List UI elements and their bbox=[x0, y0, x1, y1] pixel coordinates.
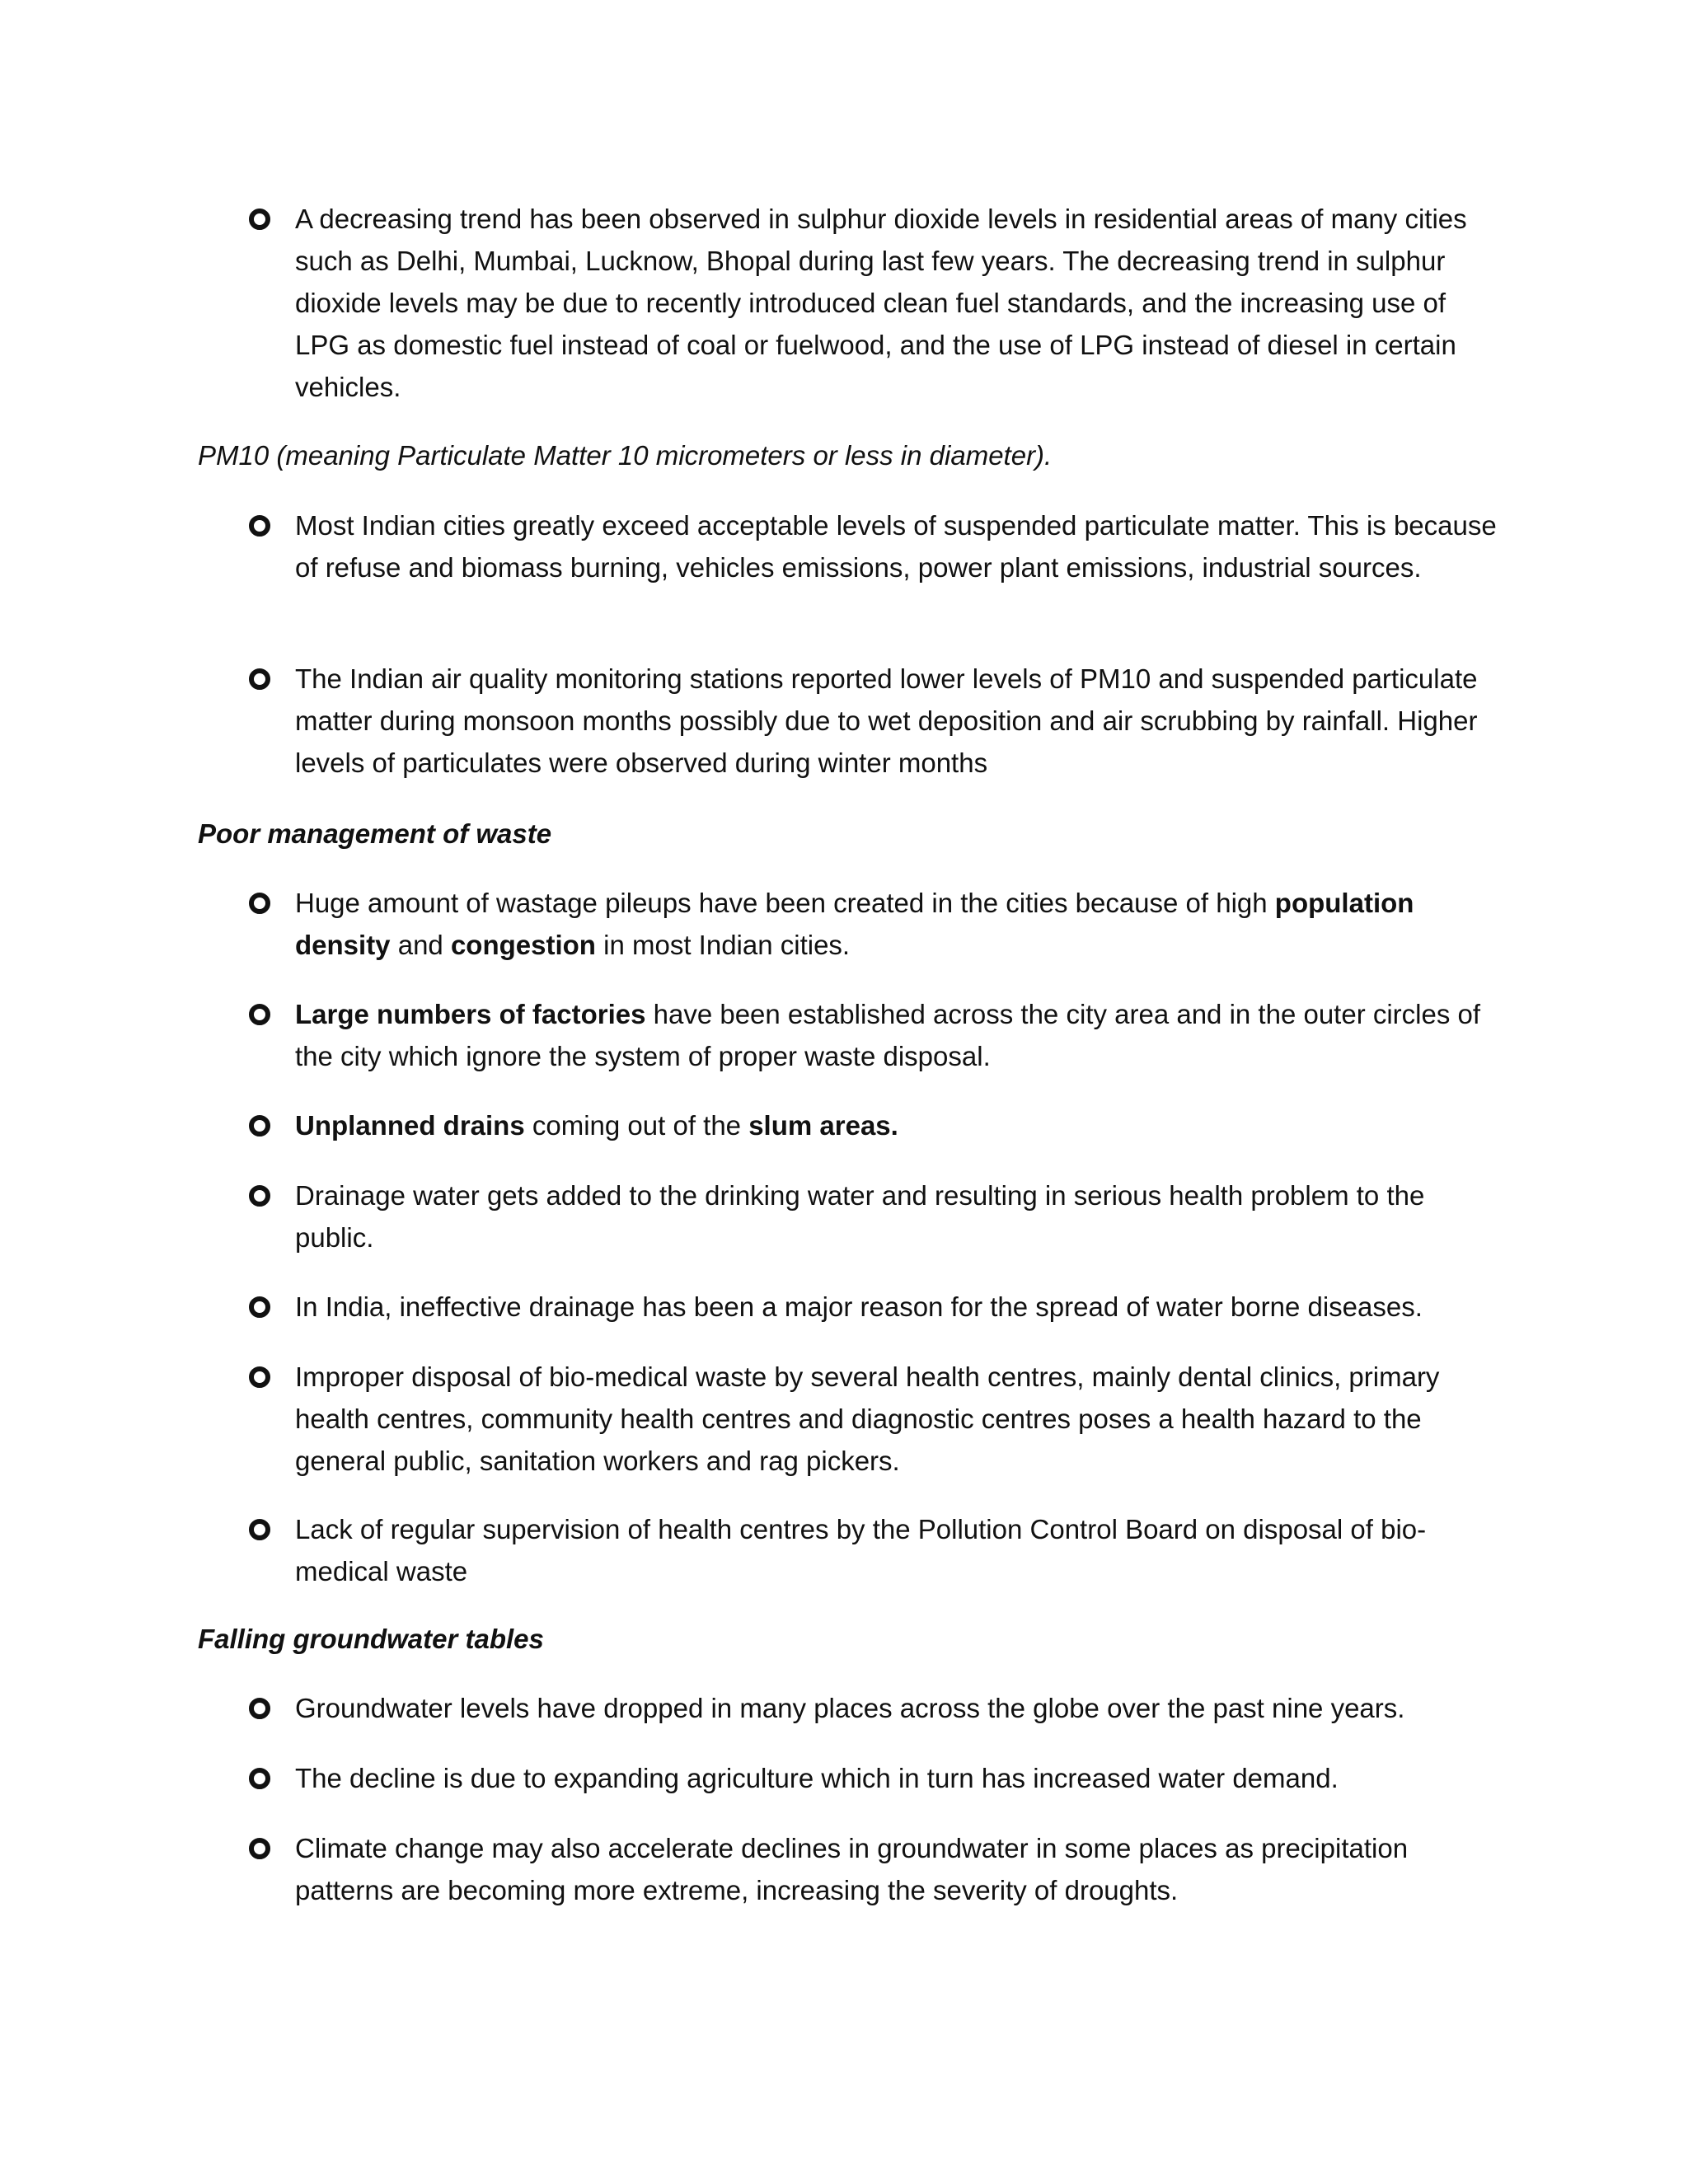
item-text: The decline is due to expanding agriculture which in turn has increased water demand. bbox=[295, 1763, 1339, 1793]
circle-bullet-icon bbox=[249, 1698, 270, 1719]
circle-bullet-icon bbox=[249, 515, 270, 537]
item-text: In India, ineffective drainage has been a major reason for the spread of water borne diseases. bbox=[295, 1291, 1423, 1322]
item-text: Huge amount of wastage pileups have been created in the cities because of high population density and congestion in most Indian cities. bbox=[295, 888, 1414, 960]
list-item bbox=[198, 1687, 1500, 1729]
list-item bbox=[198, 1286, 1500, 1328]
circle-bullet-icon bbox=[249, 1115, 270, 1137]
item-text: Most Indian cities greatly exceed acceptable levels of suspended particulate matter. This is because of refuse and biomass burning, vehicles emissions, power plant emissions, industrial sources. bbox=[295, 510, 1497, 583]
list-item bbox=[198, 1508, 1500, 1592]
list-item bbox=[198, 504, 1500, 588]
list-item bbox=[198, 198, 1500, 408]
section-heading-groundwater: Falling groundwater tables bbox=[198, 1624, 544, 1654]
item-text: Large numbers of factories have been established across the city area and in the outer circles of the city which ignore the system of proper waste disposal. bbox=[295, 999, 1481, 1071]
circle-bullet-icon bbox=[249, 1004, 270, 1025]
circle-bullet-icon bbox=[249, 1296, 270, 1318]
list-item bbox=[198, 993, 1500, 1077]
circle-bullet-icon bbox=[249, 668, 270, 690]
circle-bullet-icon bbox=[249, 1366, 270, 1388]
circle-bullet-icon bbox=[249, 209, 270, 230]
item-text: A decreasing trend has been observed in sulphur dioxide levels in residential areas of many cities such as Delhi, Mumbai, Lucknow, Bhopal during last few years. The decreasing trend in sulphur dioxide levels may be due to recently introduced clean fuel standards, and the increasing use of LPG as domestic fuel instead of coal or fuelwood, and the use of LPG instead of diesel in certain vehicles. bbox=[295, 204, 1467, 402]
item-text: Lack of regular supervision of health centres by the Pollution Control Board on disposal of bio-medical waste bbox=[295, 1514, 1427, 1586]
item-text: Groundwater levels have dropped in many places across the globe over the past nine years. bbox=[295, 1693, 1405, 1723]
item-text: Improper disposal of bio-medical waste by several health centres, mainly dental clinics, primary health centres, community health centres and diagnostic centres poses a health hazard to the general public, sanitation workers and rag pickers. bbox=[295, 1361, 1440, 1476]
circle-bullet-icon bbox=[249, 1185, 270, 1207]
circle-bullet-icon bbox=[249, 1768, 270, 1789]
list-item bbox=[198, 1356, 1500, 1482]
item-text: Climate change may also accelerate declines in groundwater in some places as precipitation patterns are becoming more extreme, increasing the severity of droughts. bbox=[295, 1833, 1409, 1905]
list-item bbox=[198, 658, 1500, 784]
list-item bbox=[198, 1827, 1500, 1911]
section-heading-pm10: PM10 (meaning Particulate Matter 10 micrometers or less in diameter). bbox=[198, 440, 1053, 471]
list-item bbox=[198, 882, 1500, 966]
item-text: Drainage water gets added to the drinking water and resulting in serious health problem to the public. bbox=[295, 1180, 1425, 1253]
item-text: The Indian air quality monitoring stations reported lower levels of PM10 and suspended particulate matter during monsoon months possibly due to wet deposition and air scrubbing by rainfall. Higher levels of particulates were observed during winter months bbox=[295, 663, 1478, 778]
section-heading-waste: Poor management of waste bbox=[198, 818, 552, 849]
item-text: Unplanned drains coming out of the slum areas. bbox=[295, 1110, 898, 1141]
circle-bullet-icon bbox=[249, 1838, 270, 1859]
list-item bbox=[198, 1757, 1500, 1799]
list-item bbox=[198, 1104, 1500, 1146]
circle-bullet-icon bbox=[249, 893, 270, 914]
circle-bullet-icon bbox=[249, 1519, 270, 1540]
list-item bbox=[198, 1174, 1500, 1258]
